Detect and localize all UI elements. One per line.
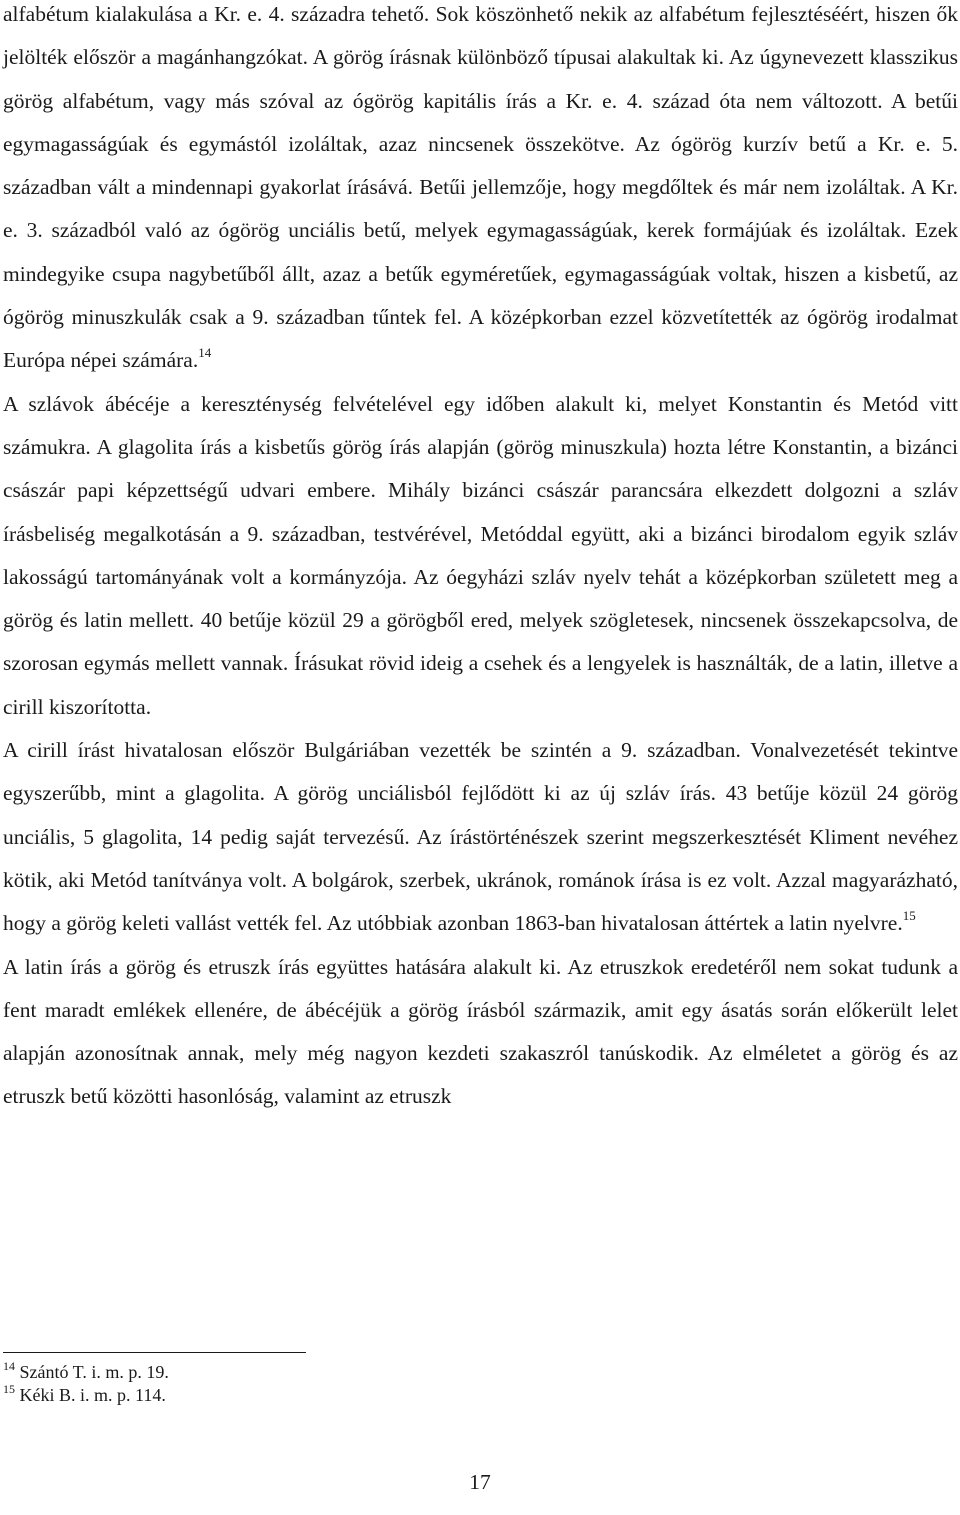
footnote-number: 15 [3,1382,15,1396]
footnote-ref[interactable]: 15 [902,908,916,924]
page-number: 17 [469,1470,491,1494]
footnotes [3,1361,169,1407]
paragraph-text: A latin írás a görög és etruszk írás együttes hatására alakult ki. Az etruszkok eredetéről nem sokat tudunk a fent maradt emlékek ellenére, de ábécéjük a görög írásból származik, amit egy ásatás során előkerült lelet alapján azonosítnak annak, mely még nagyon kezdeti szakaszról tanúskodik. Az elméletet a görög és az etruszk betű közötti hasonlóság, valamint az etruszk [3,954,958,1109]
footnote-separator [3,1352,306,1353]
page-body [3,0,958,1119]
footnote-number: 14 [3,1359,15,1373]
paragraph-text: alfabétum kialakulása a Kr. e. 4. századra tehető. Sok köszönhető nekik az alfabétum fejlesztéséért, hiszen ők jelölték először a magánhangzókat. A görög írásnak különböző típusai alakultak ki. Az úgynevezett klasszikus görög alfabétum, vagy más szóval az ógörög kapitális írás a Kr. e. 4. század óta nem változott. A betűi egymagasságúak és egymástól izoláltak, azaz nincsenek összekötve. Az ógörög kurzív betű a Kr. e. 5. században vált a mindennapi gyakorlat írásává. Betűi jellemzője, hogy megdőltek és már nem izoláltak. A Kr. e. 3. századból való az ógörög unciális betű, melyek egymagasságúak, kerek formájúak és izoláltak. Ezek mindegyike csupa nagybetűből állt, azaz a betűk egyméretűek, egymagasságúak voltak, hiszen a kisbetű, az ógörög minuszkulák csak a 9. században tűntek fel. A középkorban ezzel közvetítették az ógörög irodalmat Európa népei számára. [3,2,958,373]
paragraph-text: A szlávok ábécéje a kereszténység felvételével egy időben alakult ki, melyet Konstantin és Metód vitt számukra. A glagolita írás a kisbetűs görög írás alapján (görög minuszkula) hozta létre Konstantin, a bizánci császár papi képzettségű udvari embere. Mihály bizánci császár parancsára elkezdett dolgozni a szláv írásbeliség megalkotásán a 9. században, testvérével, Metóddal együtt, aki a bizánci birodalom egyik szláv lakosságú tartományának volt a kormányzója. Az óegyházi szláv nyelv tehát a középkorban született meg a görög és latin mellett. 40 betűje közül 29 a görögből ered, melyek szögletesek, nincsenek összekapcsolva, de szorosan egymás mellett vannak. Írásukat rövid ideig a csehek és a lengyelek is használták, de a latin, illetve a cirill kiszorította. [3,391,958,719]
footnote-text: Kéki B. i. m. p. 114. [19,1385,166,1405]
footnote-ref[interactable]: 14 [198,345,212,361]
footnote-text: Szántó T. i. m. p. 19. [19,1362,169,1382]
paragraph-latin [3,946,958,1119]
footnote-15 [3,1384,169,1407]
footnote-14 [3,1361,169,1384]
paragraph-greek-alphabet [3,0,958,383]
paragraph-text: A cirill írást hivatalosan először Bulgáriában vezették be szintén a 9. században. Vonalvezetését tekintve egyszerűbb, mint a glagolita. A görög unciálisból fejlődött ki az új szláv írás. 43 betűje közül 24 görög unciális, 5 glagolita, 14 pedig saját tervezésű. Az írástörténészek szerint megszerkesztését Kliment nevéhez kötik, aki Metód tanítványa volt. A bolgárok, szerbek, ukránok, románok írása is ez volt. Azzal magyarázható, hogy a görög keleti vallást vették fel. Az utóbbiak azonban 1863-ban hivatalosan áttértek a latin nyelvre. [3,738,958,936]
paragraph-cyrillic [3,729,958,945]
paragraph-slavic-alphabet [3,383,958,729]
